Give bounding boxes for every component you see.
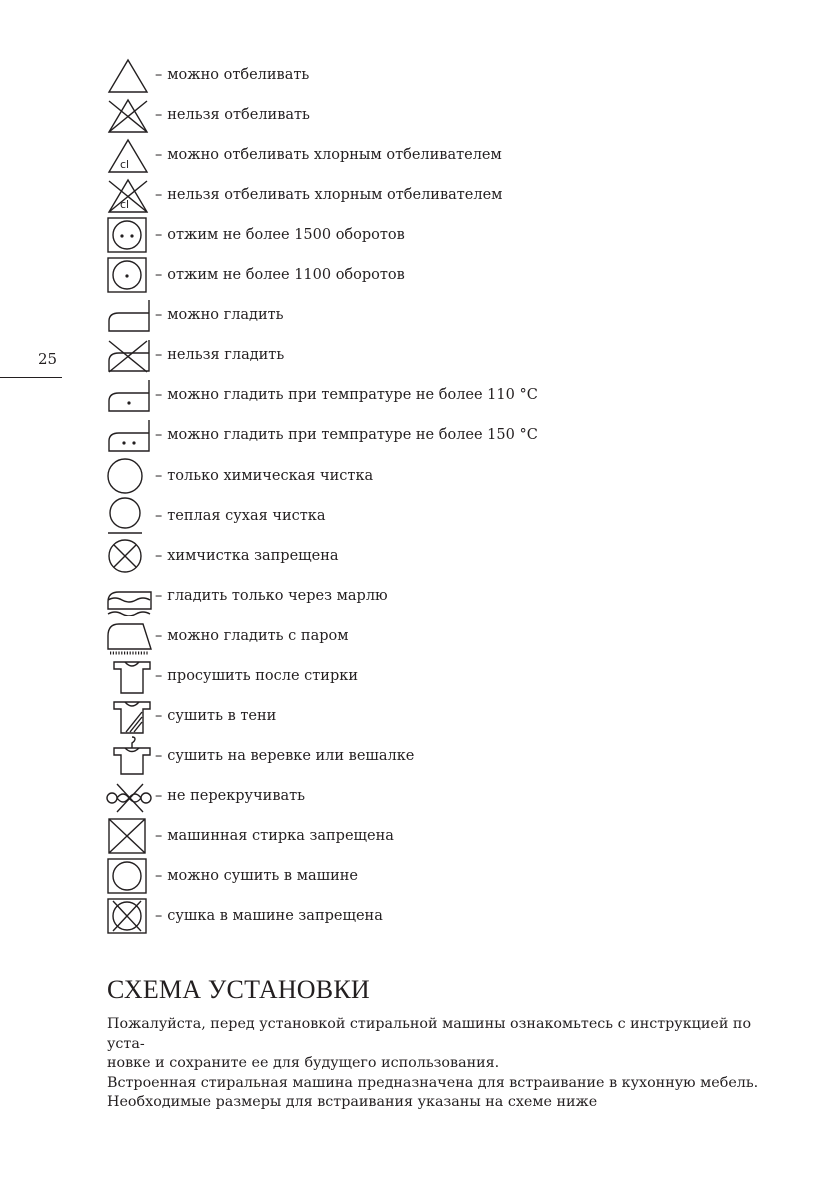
iron-one-dot-icon — [105, 375, 153, 415]
square-circle-one-dot-icon — [105, 255, 153, 295]
iron-icon — [105, 295, 153, 335]
legend-label: – нельзя отбеливать — [155, 107, 310, 124]
legend-item — [105, 656, 358, 696]
legend-label: – можно сушить в машине — [155, 868, 359, 884]
circle-icon — [105, 456, 153, 496]
square-circle-icon — [105, 856, 153, 896]
legend-item — [105, 255, 405, 295]
shirt-icon — [105, 656, 153, 696]
svg-text:cl: cl — [120, 158, 130, 172]
shirt-hanger-icon — [105, 736, 153, 776]
legend-label: – можно гладить — [155, 307, 284, 324]
legend-item — [105, 856, 358, 896]
installation-intro — [107, 1015, 767, 1113]
legend-label: – нельзя гладить — [155, 347, 285, 364]
legend-label: – машинная стирка запрещена — [155, 827, 394, 844]
legend-label: – не перекручивать — [155, 787, 306, 804]
triangle-icon — [105, 55, 153, 95]
shirt-shade-icon — [105, 696, 153, 736]
triangle-cl-icon — [105, 135, 153, 175]
legend-item — [105, 496, 325, 536]
legend-label: – химчистка запрещена — [155, 547, 339, 564]
iron-two-dots-icon — [105, 415, 153, 455]
legend-item — [105, 696, 276, 736]
legend-item — [105, 616, 349, 656]
legend-item — [105, 816, 394, 856]
legend-label: – сушка в машине запрещена — [155, 908, 383, 925]
legend-label: – отжим не более 1100 оборотов — [155, 267, 405, 284]
legend-item — [105, 215, 405, 255]
legend-label: – только химическая чистка — [155, 467, 374, 484]
crossed-circle-icon — [105, 536, 153, 576]
legend-label: – теплая сухая чистка — [155, 507, 326, 524]
legend-item — [105, 95, 310, 135]
legend-label: – гладить только через марлю — [155, 587, 388, 604]
legend-item — [105, 415, 538, 455]
legend-item — [105, 536, 339, 576]
legend-label: – можно гладить с паром — [155, 627, 349, 644]
legend-label: – можно отбеливать — [155, 67, 310, 83]
page-number: 25 — [38, 350, 58, 368]
legend-item — [105, 896, 383, 936]
crossed-iron-icon — [105, 335, 153, 375]
legend-item — [105, 175, 502, 215]
legend-item — [105, 736, 414, 776]
legend-label: – сушить в тени — [155, 707, 277, 724]
legend-item — [105, 576, 388, 616]
legend-item — [105, 335, 284, 375]
legend-label: – можно гладить при темпратуре не более 110 °С — [155, 387, 538, 404]
legend-item — [105, 55, 309, 95]
legend-label: – сушить на веревке или вешалке — [155, 747, 415, 764]
legend-item — [105, 456, 373, 496]
square-circle-two-dots-icon — [105, 215, 153, 255]
intro-line: Пожалуйста, перед установкой стиральной машины ознакомьтесь с инструкцией по уста- — [107, 1016, 752, 1052]
legend-label: – можно отбеливать хлорным отбеливателем — [155, 147, 502, 164]
legend-label: – нельзя отбеливать хлорным отбеливателем — [155, 187, 503, 204]
intro-line: Необходимые размеры для встраивания указаны на схеме ниже — [107, 1094, 598, 1110]
crossed-square-icon — [105, 816, 153, 856]
legend-item — [105, 295, 284, 335]
section-title: СХЕМА УСТАНОВКИ — [107, 975, 370, 1004]
legend-item — [105, 375, 538, 415]
legend-label: – отжим не более 1500 оборотов — [155, 227, 405, 244]
legend-label: – просушить после стирки — [155, 667, 358, 684]
intro-line: новке и сохраните ее для будущего использования. — [107, 1055, 500, 1071]
crossed-triangle-cl-icon — [105, 175, 153, 215]
iron-steam-icon — [105, 616, 153, 656]
crossed-triangle-icon — [105, 95, 153, 135]
legend-item — [105, 135, 502, 175]
legend-item — [105, 776, 305, 816]
iron-cloth-icon — [105, 576, 153, 616]
circle-underline-icon — [105, 496, 153, 536]
crossed-wring-icon — [105, 776, 153, 816]
legend-label: – можно гладить при темпратуре не более 150 °С — [155, 427, 538, 444]
svg-text:cl: cl — [120, 198, 130, 212]
intro-line: Встроенная стиральная машина предназначена для встраивание в кухонную мебель. — [107, 1074, 759, 1091]
crossed-square-circle-icon — [105, 896, 153, 936]
